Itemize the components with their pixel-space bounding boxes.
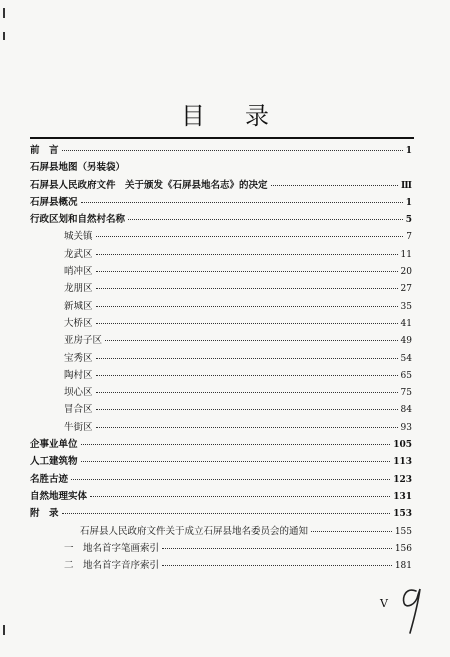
dot-leader [96, 408, 398, 410]
toc-entry-label: 石屏县地图（另装袋） [30, 162, 126, 174]
handwritten-number-mark [396, 583, 426, 638]
toc-entry [30, 332, 412, 349]
dot-leader [128, 218, 403, 220]
table-of-contents [30, 142, 412, 574]
dot-leader [162, 547, 392, 549]
binding-mark [3, 8, 5, 18]
dot-leader [62, 512, 391, 514]
toc-entry-page: 181 [394, 561, 412, 572]
dot-leader [105, 339, 398, 341]
page-number: V [380, 597, 388, 610]
dot-leader [162, 564, 392, 566]
dot-leader [81, 201, 403, 203]
toc-entry-page: 123 [393, 474, 412, 485]
toc-entry [30, 177, 412, 194]
toc-entry-label: 企事业单位 [30, 439, 78, 451]
toc-entry-page: 1 [405, 146, 412, 156]
toc-entry-page: 41 [400, 318, 412, 329]
toc-entry [30, 194, 412, 211]
toc-entry-label: 城关镇 [64, 231, 93, 243]
toc-entry-label: 亚房子区 [64, 335, 103, 347]
toc-entry [30, 557, 412, 574]
toc-entry-label: 二 地名首字音序索引 [64, 560, 160, 572]
dot-leader [96, 305, 398, 307]
heading-rule [30, 137, 414, 139]
dot-leader [96, 426, 398, 428]
toc-entry [30, 159, 412, 176]
toc-entry [30, 436, 412, 453]
toc-entry-page: 65 [400, 370, 412, 381]
toc-entry-label: 石屏县人民政府文件 关于颁发《石屏县地名志》的决定 [30, 179, 268, 191]
toc-entry-label: 石屏县概况 [30, 196, 78, 208]
toc-entry [30, 263, 412, 280]
toc-entry [30, 384, 412, 401]
toc-entry [30, 401, 412, 418]
toc-entry [30, 505, 412, 522]
toc-entry-label: 前 言 [30, 145, 59, 156]
toc-entry [30, 211, 412, 228]
toc-entry-label: 坝心区 [64, 387, 93, 399]
toc-entry-page: 93 [400, 422, 412, 433]
toc-entry [30, 280, 412, 297]
toc-entry [30, 488, 412, 505]
dot-leader [81, 460, 391, 462]
toc-entry-label: 牛街区 [64, 421, 93, 433]
toc-entry-page: 5 [405, 215, 412, 226]
dot-leader [96, 253, 398, 255]
toc-entry-label: 行政区划和自然村名称 [30, 214, 126, 226]
toc-entry-label: 哨冲区 [64, 266, 93, 278]
toc-entry-label: 一 地名首字笔画索引 [64, 542, 160, 554]
toc-entry [30, 419, 412, 436]
toc-entry-page: 155 [394, 526, 412, 537]
toc-entry-page: 11 [400, 249, 412, 260]
toc-entry-page: 20 [400, 267, 412, 278]
toc-entry [30, 228, 412, 245]
toc-entry [30, 471, 412, 488]
dot-leader [96, 235, 404, 237]
toc-entry-page: 1 [405, 197, 412, 208]
toc-entry-page: 131 [393, 491, 412, 502]
toc-entry [30, 453, 412, 470]
toc-entry-label: 龙武区 [64, 248, 93, 260]
toc-entry-page: 49 [400, 336, 412, 347]
toc-entry-label: 人工建筑物 [30, 456, 78, 468]
toc-entry-label: 自然地理实体 [30, 490, 88, 502]
toc-entry-label: 宝秀区 [64, 352, 93, 364]
toc-entry-page: 153 [393, 509, 412, 520]
toc-entry-page: 7 [406, 232, 412, 243]
toc-entry [30, 367, 412, 384]
toc-entry [30, 315, 412, 332]
dot-leader [96, 270, 398, 272]
toc-entry [30, 246, 412, 263]
toc-entry-page: 113 [393, 457, 412, 468]
toc-entry-page: 75 [400, 388, 412, 399]
toc-entry-label: 石屏县人民政府文件关于成立石屏县地名委员会的通知 [80, 525, 309, 537]
toc-entry-label: 大桥区 [64, 317, 93, 329]
toc-entry [30, 298, 412, 315]
dot-leader [96, 322, 398, 324]
toc-entry-label: 新城区 [64, 300, 93, 312]
dot-leader [81, 443, 391, 445]
toc-entry-label: 陶村区 [64, 369, 93, 381]
toc-entry [30, 142, 412, 159]
dot-leader [311, 530, 392, 532]
toc-entry-page: 27 [400, 284, 412, 295]
toc-entry-label: 附 录 [30, 508, 59, 520]
binding-mark [3, 32, 5, 40]
toc-entry-label: 龙朋区 [64, 283, 93, 295]
toc-entry [30, 350, 412, 367]
toc-entry-page: 84 [400, 405, 412, 416]
dot-leader [90, 495, 390, 497]
toc-entry [30, 523, 412, 540]
dot-leader [271, 184, 399, 186]
toc-entry-page: Ⅲ [401, 180, 412, 191]
dot-leader [96, 391, 398, 393]
dot-leader [96, 287, 398, 289]
dot-leader [96, 357, 398, 359]
toc-entry-page: 54 [400, 353, 412, 364]
dot-leader [71, 478, 390, 480]
toc-entry-page: 156 [394, 543, 412, 554]
dot-leader [62, 149, 403, 151]
toc-entry-page: 105 [393, 440, 412, 451]
toc-entry-label: 名胜古迹 [30, 473, 69, 485]
toc-entry-page: 35 [400, 301, 412, 312]
dot-leader [96, 374, 398, 376]
binding-mark [3, 625, 5, 635]
toc-entry [30, 540, 412, 557]
toc-heading: 目录 [181, 102, 309, 130]
toc-entry-label: 冒合区 [64, 404, 93, 416]
